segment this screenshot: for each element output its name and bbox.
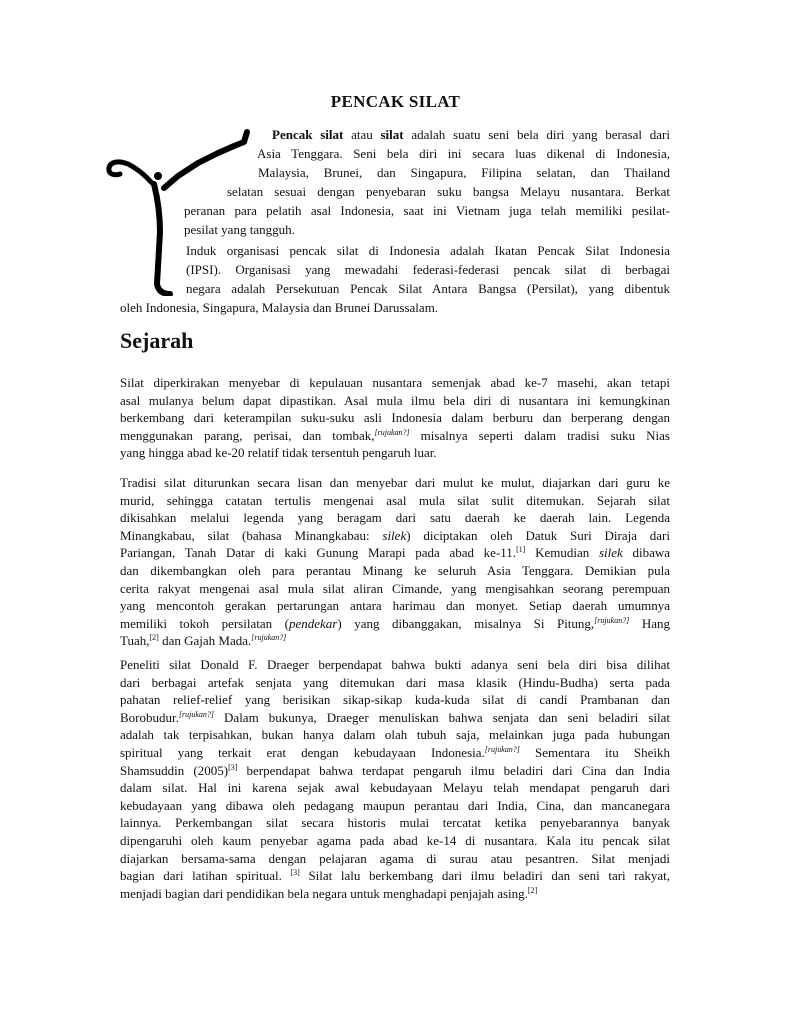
- text-run: oleh Indonesia, Singapura, Malaysia dan Brunei Darussalam.: [120, 300, 439, 315]
- citation-marker: [3]: [290, 868, 300, 878]
- text-run: ) diciptakan oleh Datuk Suri Diraja dari: [406, 527, 670, 543]
- text-run: Silat lalu berkembang dari ilmu beladiri dan seni tari rakyat,: [299, 868, 670, 884]
- intro2-line: [120, 299, 438, 316]
- para3-line: [120, 832, 670, 849]
- citation-marker: [rujukan?]: [178, 709, 214, 719]
- text-run: Peneliti silat Donald F. Draeger berpendapat bahwa bukti adanya seni bela diri bisa dilihat: [120, 657, 670, 672]
- para3-line: [120, 726, 670, 743]
- intro2-line: [186, 280, 670, 297]
- para3-line: [120, 744, 670, 761]
- page-title: PENCAK SILAT: [330, 92, 461, 111]
- para3-line: [120, 656, 670, 673]
- text-run: berpendapat bahwa terdapat pengaruh ilmu beladiri dari Cina dan India: [237, 762, 670, 778]
- text-run: selatan sesuai dengan penyebaran suku bangsa Melayu nusantara. Berkat: [227, 184, 670, 199]
- text-run: Silat diperkirakan menyebar di kepulauan nusantara semenjak abad ke-7 masehi, akan tetapi: [120, 375, 670, 390]
- citation-marker: [3]: [228, 762, 238, 772]
- text-run: Kemudian: [525, 545, 599, 561]
- para2-line: [120, 474, 670, 491]
- para3-line: [120, 867, 670, 884]
- citation-marker: [2]: [527, 885, 538, 895]
- text-run: memiliki tokoh persilatan (: [120, 615, 289, 631]
- citation-marker: [rujukan?]: [374, 427, 410, 437]
- para2-line: [120, 632, 286, 649]
- intro-line: [227, 183, 670, 200]
- citation-marker: [rujukan?]: [484, 745, 520, 754]
- text-run: Tradisi silat diturunkan secara lisan dan menyebar dari mulut ke mulut, diajarkan dari guru ke: [120, 475, 670, 490]
- text-run: dipengaruhi oleh kaum penyebar agama pada abad ke-14 di nusantara. Kala itu pencak silat: [120, 833, 670, 848]
- text-run: Malaysia, Brunei, dan Singapura, Filipina selatan, dan Thailand: [258, 165, 670, 180]
- intro2-line: [186, 261, 670, 278]
- citation-marker: [1]: [516, 545, 526, 555]
- para1-line: [120, 409, 670, 426]
- section-heading-sejarah: Sejarah: [120, 328, 194, 353]
- para3-line: [120, 814, 670, 831]
- citation-marker: [rujukan?]: [594, 615, 630, 625]
- text-run: (IPSI). Organisasi yang mewadahi federasi-federasi pencak silat di berbagai: [186, 262, 670, 277]
- text-run: Induk organisasi pencak silat di Indonesia adalah Ikatan Pencak Silat Indonesia: [186, 243, 670, 258]
- text-run: Pencak silat: [272, 127, 344, 142]
- text-run: dikisahkan melalui legenda yang beragam dari satu daerah ke daerah lain. Legenda: [120, 510, 670, 526]
- text-run: diajarkan bersama-sama dengan pelajaran agama di surau atau pesantren. Silat menjadi: [120, 850, 670, 866]
- para3-line: [120, 762, 670, 779]
- intro-line: [257, 145, 670, 162]
- text-run: spiritual yang terkait erat dengan kebudayaan Indonesia.: [120, 745, 485, 760]
- para3-line: [120, 674, 670, 691]
- para2-line: [120, 544, 670, 561]
- para1-line: [120, 374, 670, 391]
- text-run: Dalam bukunya, Draeger menuliskan bahwa senjata dan seni beladiri silat: [214, 709, 670, 725]
- text-run: yang mencontoh gerakan pertarungan antara harimau dan monyet. Setiap daerah umumnya: [120, 598, 670, 614]
- para3-line: [120, 885, 537, 902]
- text-run: menggunakan parang, perisai, dan tombak,: [120, 427, 375, 443]
- text-run: pesilat yang tangguh.: [184, 222, 295, 237]
- para3-line: [120, 709, 670, 726]
- text-run: Tuah,: [120, 633, 150, 649]
- text-run: dalam silat. Hal ini karena sejak awal kebudayaan Melayu telah mendapat pengaruh dari: [120, 780, 670, 796]
- para2-line: [120, 509, 670, 526]
- text-run: Asia Tenggara. Seni bela diri ini secara luas dikenal di Indonesia,: [257, 146, 670, 161]
- text-run: lainnya. Perkembangan silat secara historis mulai tercatat ketika penyebarannya banyak: [120, 815, 670, 831]
- intro-line: [272, 126, 670, 143]
- text-run: yang hingga abad ke-20 relatif tidak tersentuh pengaruh luar.: [120, 445, 437, 461]
- text-run: dan Gajah Mada.: [158, 633, 252, 649]
- text-run: Minangkabau, silat (bahasa Minangkabau:: [120, 527, 383, 543]
- text-run: misalnya seperti dalam tradisi suku Nias: [409, 427, 670, 443]
- para3-line: [120, 691, 670, 708]
- intro-line: [184, 221, 295, 238]
- intro-line: [258, 164, 670, 181]
- text-run: ) yang dibanggakan, misalnya Si Pitung,: [337, 615, 595, 631]
- para2-line: [120, 580, 670, 597]
- text-run: peranan para pelatih asal Indonesia, saat ini Vietnam juga telah memiliki pesilat-: [184, 203, 670, 218]
- text-run: dan dikembangkan oleh para perantau Minang ke seluruh Asia Tenggara. Demikian pula: [120, 563, 670, 578]
- text-run: kebudayaan yang dibawa oleh pedagang maupun perantau dari India, Cina, dan mancanegara: [120, 797, 670, 813]
- para3-line: [120, 779, 670, 796]
- text-run: atau: [343, 127, 381, 142]
- para2-line: [120, 597, 670, 614]
- text-run: adalah tak terpisahkan, bukan hanya dalam olah tubuh saja, melainkan juga pada hubungan: [120, 727, 670, 743]
- para2-line: [120, 492, 670, 509]
- citation-marker: [rujukan?]: [251, 633, 287, 643]
- text-run: murid, sehingga catatan tertulis mengenai asal mula silat sulit ditemukan. Sejarah silat: [120, 492, 670, 508]
- text-run: cerita rakyat mengenai asal mula silat aliran Cimande, yang mengisahkan seorang perempuan: [120, 580, 670, 596]
- text-run: Shamsuddin (2005): [120, 762, 229, 778]
- text-run: berkembang dari keterampilan suku-suku asli Indonesia dalam berburu dan berperang dengan: [120, 410, 670, 426]
- para2-line: [120, 527, 670, 544]
- para2-line: [120, 615, 670, 632]
- para3-line: [120, 797, 670, 814]
- intro-line: [184, 202, 670, 219]
- text-run: asal mulanya belum dapat dipastikan. Asal mula ilmu bela diri di nusantara ini kemungkinan: [120, 392, 670, 408]
- text-run: negara adalah Persekutuan Pencak Silat Antara Bangsa (Persilat), yang dibentuk: [186, 281, 670, 296]
- text-run: bagian dari latihan spiritual.: [120, 868, 291, 884]
- text-run: silek: [598, 545, 623, 561]
- text-run: Borobudur.: [120, 709, 179, 725]
- text-run: silek: [382, 527, 407, 543]
- para1-line: [120, 444, 437, 461]
- para3-line: [120, 850, 670, 867]
- para2-line: [120, 562, 670, 579]
- text-run: dari berbagai artefak senjata yang ditemukan dari masa klasik (Hindu-Budha) serta pada: [120, 674, 670, 690]
- para1-line: [120, 392, 670, 409]
- text-run: menjadi bagian dari pendidikan bela negara untuk menghadapi penjajah asing.: [120, 885, 528, 901]
- text-run: Hang: [629, 615, 670, 631]
- text-run: Sementara itu Sheikh: [519, 745, 670, 760]
- text-run: silat: [380, 127, 404, 142]
- para1-line: [120, 427, 670, 444]
- text-run: Pariangan, Tanah Datar di kaki Gunung Marapi pada abad ke-11.: [120, 545, 517, 561]
- text-run: pendekar: [288, 615, 338, 631]
- text-run: pahatan relief-relief yang berisikan sikap-sikap kuda-kuda silat di candi Prambanan dan: [120, 692, 670, 708]
- text-run: dibawa: [622, 545, 670, 561]
- text-run: adalah suatu seni bela diri yang berasal dari: [403, 127, 670, 142]
- citation-marker: [2]: [149, 633, 159, 643]
- intro2-line: [186, 242, 670, 259]
